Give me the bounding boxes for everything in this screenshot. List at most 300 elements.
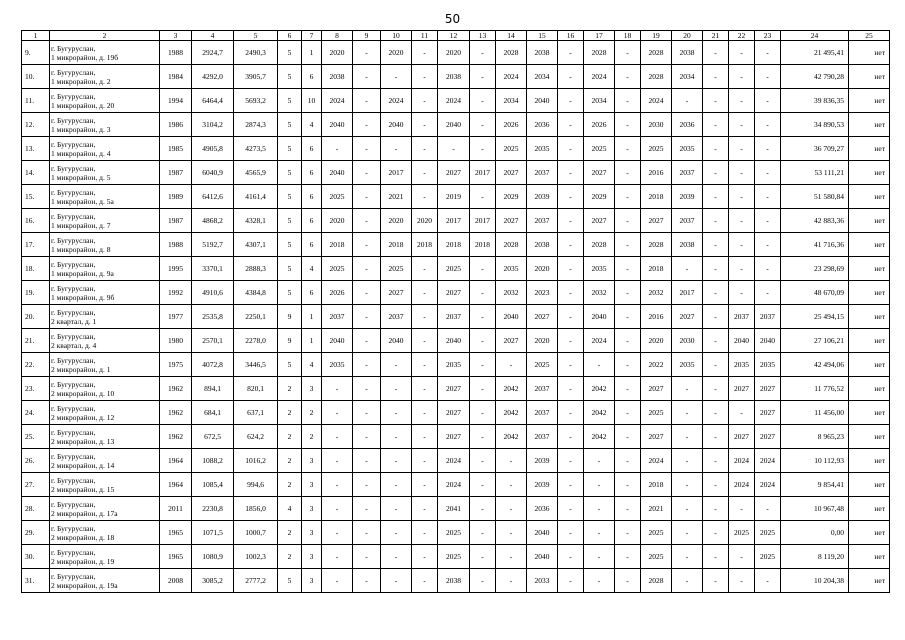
data-cell: 637,1	[234, 401, 278, 425]
data-cell: -	[558, 569, 584, 593]
data-cell: 2032	[584, 281, 615, 305]
data-cell: -	[381, 377, 412, 401]
data-cell: 2035	[755, 353, 781, 377]
table-row	[22, 545, 890, 569]
data-cell: -	[672, 89, 703, 113]
data-cell: -	[615, 401, 641, 425]
data-cell: -	[755, 257, 781, 281]
amount-cell: 34 890,53	[781, 113, 849, 137]
data-cell: -	[703, 281, 729, 305]
data-cell: -	[703, 185, 729, 209]
data-cell: 2025	[755, 521, 781, 545]
data-cell: 2038	[438, 569, 470, 593]
data-cell: -	[353, 209, 381, 233]
address-cell	[50, 569, 160, 593]
data-cell: -	[615, 281, 641, 305]
data-cell: -	[558, 545, 584, 569]
data-cell: 1988	[160, 41, 192, 65]
data-cell: -	[672, 473, 703, 497]
data-cell: -	[470, 137, 496, 161]
data-cell: 6040,9	[192, 161, 234, 185]
amount-cell: 36 709,27	[781, 137, 849, 161]
data-cell: 2011	[160, 497, 192, 521]
table-row	[22, 89, 890, 113]
data-cell: 2028	[641, 233, 672, 257]
data-cell: -	[496, 353, 527, 377]
data-cell: 2017	[470, 209, 496, 233]
data-cell: -	[412, 377, 438, 401]
data-cell: -	[584, 569, 615, 593]
data-cell: -	[729, 281, 755, 305]
data-cell: -	[470, 449, 496, 473]
address-street: 2 микрорайон, д. 10	[51, 388, 115, 398]
data-cell: 1987	[160, 209, 192, 233]
data-cell: -	[353, 113, 381, 137]
data-cell: 2027	[527, 305, 558, 329]
data-cell: 2	[278, 449, 302, 473]
data-cell: -	[615, 161, 641, 185]
data-cell: -	[381, 137, 412, 161]
data-cell: -	[558, 113, 584, 137]
data-cell: 6412,6	[192, 185, 234, 209]
data-cell: -	[703, 41, 729, 65]
data-cell: -	[381, 521, 412, 545]
address-city: г. Бугуруслан,	[51, 163, 96, 173]
address-cell	[50, 185, 160, 209]
data-cell: 2874,3	[234, 113, 278, 137]
data-cell: -	[584, 473, 615, 497]
data-cell: 2777,2	[234, 569, 278, 593]
data-cell: -	[470, 353, 496, 377]
data-cell: 2040	[527, 89, 558, 113]
data-cell: 1	[302, 41, 322, 65]
data-cell: 2490,3	[234, 41, 278, 65]
data-cell: -	[584, 353, 615, 377]
data-cell: 5	[278, 137, 302, 161]
table-row	[22, 401, 890, 425]
data-cell: 1975	[160, 353, 192, 377]
data-cell: 2040	[729, 329, 755, 353]
data-cell: -	[703, 473, 729, 497]
data-cell: -	[558, 65, 584, 89]
data-cell: 2	[302, 425, 322, 449]
column-header: 3	[160, 31, 192, 41]
data-cell: 1085,4	[192, 473, 234, 497]
data-cell: -	[412, 425, 438, 449]
data-cell: 3	[302, 449, 322, 473]
row-number: 16.	[22, 209, 50, 233]
data-cell: -	[703, 233, 729, 257]
data-cell: 2040	[322, 161, 353, 185]
data-cell: 2028	[584, 41, 615, 65]
data-cell: 2027	[755, 377, 781, 401]
data-cell: 2025	[584, 137, 615, 161]
data-cell: -	[353, 185, 381, 209]
data-cell: -	[412, 41, 438, 65]
address-street: 2 микрорайон, д. 18	[51, 532, 115, 542]
data-cell: -	[470, 329, 496, 353]
data-cell: 2028	[496, 233, 527, 257]
address-city: г. Бугуруслан,	[51, 571, 96, 581]
data-cell: -	[353, 65, 381, 89]
data-cell: -	[412, 545, 438, 569]
data-cell: -	[412, 329, 438, 353]
data-cell: 6	[302, 233, 322, 257]
data-cell: 2023	[527, 281, 558, 305]
address-cell	[50, 401, 160, 425]
data-cell: 2037	[755, 305, 781, 329]
data-cell: 2040	[381, 329, 412, 353]
data-cell: 1977	[160, 305, 192, 329]
data-cell: -	[353, 497, 381, 521]
row-number: 21.	[22, 329, 50, 353]
data-cell: 2	[278, 545, 302, 569]
data-cell: 1964	[160, 473, 192, 497]
data-cell: 3446,5	[234, 353, 278, 377]
data-cell: -	[322, 137, 353, 161]
data-cell: 2024	[729, 449, 755, 473]
data-cell: 9	[278, 329, 302, 353]
row-number: 11.	[22, 89, 50, 113]
data-cell: 1080,9	[192, 545, 234, 569]
data-cell: 4868,2	[192, 209, 234, 233]
data-cell: 2020	[381, 209, 412, 233]
data-cell: 2035	[672, 137, 703, 161]
address-cell	[50, 137, 160, 161]
data-cell: 1988	[160, 233, 192, 257]
data-cell: -	[381, 401, 412, 425]
table-row	[22, 353, 890, 377]
data-cell: -	[470, 377, 496, 401]
row-number: 17.	[22, 233, 50, 257]
address-street: 1 микрорайон, д. 8	[51, 244, 111, 254]
data-cell: 2230,8	[192, 497, 234, 521]
data-cell: 2040	[496, 305, 527, 329]
data-cell: 2027	[729, 377, 755, 401]
data-cell: -	[412, 305, 438, 329]
data-cell: 2025	[641, 545, 672, 569]
data-cell: -	[558, 137, 584, 161]
amount-cell: 8 965,23	[781, 425, 849, 449]
data-cell: 2037	[672, 209, 703, 233]
data-cell: -	[412, 257, 438, 281]
data-cell: 2028	[496, 41, 527, 65]
data-cell: -	[615, 65, 641, 89]
data-cell: -	[703, 65, 729, 89]
data-cell: 3085,2	[192, 569, 234, 593]
data-cell: 3370,1	[192, 257, 234, 281]
data-cell: 2017	[381, 161, 412, 185]
address-city: г. Бугуруслан,	[51, 475, 96, 485]
data-cell: -	[412, 281, 438, 305]
data-cell: 2026	[322, 281, 353, 305]
data-cell: 2038	[527, 233, 558, 257]
data-cell: -	[496, 545, 527, 569]
flag-cell: нет	[849, 209, 890, 233]
table-row	[22, 137, 890, 161]
flag-cell: нет	[849, 425, 890, 449]
data-cell: 6464,4	[192, 89, 234, 113]
data-cell: -	[381, 353, 412, 377]
data-cell: -	[584, 497, 615, 521]
data-cell: 2033	[527, 569, 558, 593]
data-cell: 2025	[322, 185, 353, 209]
address-city: г. Бугуруслан,	[51, 403, 96, 413]
data-cell: 2024	[584, 329, 615, 353]
data-cell: 2020	[527, 257, 558, 281]
data-cell: 2020	[322, 41, 353, 65]
amount-cell: 23 298,69	[781, 257, 849, 281]
data-cell: 2027	[496, 161, 527, 185]
data-cell: 2888,3	[234, 257, 278, 281]
address-cell	[50, 521, 160, 545]
data-cell: 2040	[381, 113, 412, 137]
data-cell: -	[412, 401, 438, 425]
data-cell: -	[353, 473, 381, 497]
data-cell: -	[672, 569, 703, 593]
data-cell: 2024	[381, 89, 412, 113]
amount-cell: 41 716,36	[781, 233, 849, 257]
amount-cell: 21 495,41	[781, 41, 849, 65]
data-cell: 2024	[729, 473, 755, 497]
address-city: г. Бугуруслан,	[51, 91, 96, 101]
column-header: 20	[672, 31, 703, 41]
data-cell: -	[558, 305, 584, 329]
data-cell: 2027	[438, 425, 470, 449]
data-cell: 2021	[641, 497, 672, 521]
data-cell: 2032	[641, 281, 672, 305]
data-cell: -	[615, 329, 641, 353]
data-cell: -	[353, 89, 381, 113]
data-cell: 2027	[381, 281, 412, 305]
row-number: 15.	[22, 185, 50, 209]
column-header: 17	[584, 31, 615, 41]
data-cell: 2038	[438, 65, 470, 89]
data-cell: 2030	[641, 113, 672, 137]
data-cell: -	[615, 449, 641, 473]
data-cell: -	[755, 281, 781, 305]
data-cell: 2016	[641, 305, 672, 329]
column-header: 15	[527, 31, 558, 41]
amount-cell: 11 456,00	[781, 401, 849, 425]
address-city: г. Бугуруслан,	[51, 259, 96, 269]
data-cell: 2025	[729, 521, 755, 545]
data-cell: 2025	[438, 521, 470, 545]
address-city: г. Бугуруслан,	[51, 43, 96, 53]
address-street: 1 микрорайон, д. 9б	[51, 292, 115, 302]
address-cell	[50, 41, 160, 65]
address-cell	[50, 113, 160, 137]
row-number: 9.	[22, 41, 50, 65]
row-number: 10.	[22, 65, 50, 89]
data-cell: -	[353, 137, 381, 161]
data-cell: 1992	[160, 281, 192, 305]
data-cell: 2034	[527, 65, 558, 89]
data-cell: 2039	[527, 449, 558, 473]
address-street: 2 микрорайон, д. 15	[51, 484, 115, 494]
data-cell: -	[615, 473, 641, 497]
data-cell: 2027	[438, 161, 470, 185]
row-number: 12.	[22, 113, 50, 137]
data-cell: -	[584, 545, 615, 569]
data-cell: -	[496, 497, 527, 521]
table-row	[22, 449, 890, 473]
amount-cell: 42 790,28	[781, 65, 849, 89]
column-header: 6	[278, 31, 302, 41]
data-cell: 2042	[496, 377, 527, 401]
data-cell: 2	[302, 401, 322, 425]
data-cell: 5	[278, 569, 302, 593]
data-cell: -	[558, 449, 584, 473]
data-cell: 1000,7	[234, 521, 278, 545]
data-cell: 2027	[496, 329, 527, 353]
data-cell: 4565,9	[234, 161, 278, 185]
data-cell: 2020	[322, 209, 353, 233]
flag-cell: нет	[849, 569, 890, 593]
data-cell: -	[703, 209, 729, 233]
data-cell: 2535,8	[192, 305, 234, 329]
data-cell: 2035	[438, 353, 470, 377]
data-cell: -	[381, 425, 412, 449]
column-header: 8	[322, 31, 353, 41]
address-cell	[50, 329, 160, 353]
data-cell: -	[412, 137, 438, 161]
address-city: г. Бугуруслан,	[51, 187, 96, 197]
data-cell: -	[755, 89, 781, 113]
amount-cell: 48 670,09	[781, 281, 849, 305]
data-cell: -	[353, 569, 381, 593]
data-cell: 6	[302, 65, 322, 89]
data-cell: 2024	[755, 473, 781, 497]
address-city: г. Бугуруслан,	[51, 115, 96, 125]
data-cell: -	[353, 377, 381, 401]
data-cell: -	[353, 521, 381, 545]
data-cell: 2026	[584, 113, 615, 137]
data-cell: 1980	[160, 329, 192, 353]
data-cell: 2018	[322, 233, 353, 257]
header-row	[22, 31, 890, 41]
data-cell: 2025	[322, 257, 353, 281]
table-row	[22, 377, 890, 401]
data-cell: 2025	[527, 353, 558, 377]
flag-cell: нет	[849, 185, 890, 209]
data-cell: -	[558, 161, 584, 185]
data-cell: -	[615, 113, 641, 137]
address-street: 1 микрорайон, д. 20	[51, 100, 115, 110]
data-table	[21, 30, 890, 593]
row-number: 29.	[22, 521, 50, 545]
address-city: г. Бугуруслан,	[51, 235, 96, 245]
table-row	[22, 209, 890, 233]
data-cell: -	[558, 281, 584, 305]
table-row	[22, 281, 890, 305]
data-cell: 2037	[527, 401, 558, 425]
data-cell: 2019	[438, 185, 470, 209]
table-row	[22, 473, 890, 497]
address-street: 2 микрорайон, д. 1	[51, 364, 111, 374]
data-cell: 2027	[729, 425, 755, 449]
data-cell: 2018	[412, 233, 438, 257]
data-cell: 1986	[160, 113, 192, 137]
data-cell: -	[470, 545, 496, 569]
data-cell: 1856,0	[234, 497, 278, 521]
address-city: г. Бугуруслан,	[51, 499, 96, 509]
flag-cell: нет	[849, 449, 890, 473]
data-cell: 2018	[438, 233, 470, 257]
data-cell: 2024	[641, 89, 672, 113]
data-cell: 2024	[438, 89, 470, 113]
data-cell: -	[412, 569, 438, 593]
data-cell: 2035	[729, 353, 755, 377]
address-city: г. Бугуруслан,	[51, 139, 96, 149]
address-cell	[50, 473, 160, 497]
data-cell: 2040	[584, 305, 615, 329]
data-cell: -	[558, 401, 584, 425]
data-cell: 2039	[527, 473, 558, 497]
data-cell: 2018	[470, 233, 496, 257]
data-cell: 1071,5	[192, 521, 234, 545]
data-cell: 2040	[438, 113, 470, 137]
data-cell: -	[470, 65, 496, 89]
data-cell: 4	[302, 113, 322, 137]
row-number: 22.	[22, 353, 50, 377]
data-cell: 6	[302, 209, 322, 233]
address-city: г. Бугуруслан,	[51, 547, 96, 557]
address-street: 1 микрорайон, д. 5	[51, 172, 111, 182]
data-cell: -	[558, 497, 584, 521]
table-row	[22, 521, 890, 545]
amount-cell: 10 112,93	[781, 449, 849, 473]
data-cell: 2037	[729, 305, 755, 329]
data-cell: 5	[278, 89, 302, 113]
data-cell: 2025	[381, 257, 412, 281]
data-cell: -	[381, 545, 412, 569]
data-cell: 2037	[322, 305, 353, 329]
data-cell: 2037	[527, 425, 558, 449]
flag-cell: нет	[849, 473, 890, 497]
flag-cell: нет	[849, 137, 890, 161]
data-cell: 3	[302, 497, 322, 521]
address-cell	[50, 353, 160, 377]
address-street: 2 микрорайон, д. 12	[51, 412, 115, 422]
flag-cell: нет	[849, 545, 890, 569]
row-number: 13.	[22, 137, 50, 161]
data-cell: 2042	[496, 401, 527, 425]
address-cell	[50, 377, 160, 401]
data-cell: -	[558, 41, 584, 65]
column-header: 25	[849, 31, 890, 41]
data-cell: -	[672, 377, 703, 401]
address-cell	[50, 233, 160, 257]
address-cell	[50, 305, 160, 329]
data-cell: 2027	[755, 401, 781, 425]
data-cell: 2025	[438, 257, 470, 281]
data-cell: 2570,1	[192, 329, 234, 353]
data-cell: -	[353, 305, 381, 329]
data-cell: 2018	[641, 185, 672, 209]
data-cell: 1016,2	[234, 449, 278, 473]
column-header: 9	[353, 31, 381, 41]
data-cell: 2025	[641, 401, 672, 425]
data-cell: -	[412, 473, 438, 497]
data-cell: -	[558, 257, 584, 281]
data-cell: -	[703, 161, 729, 185]
data-cell: -	[322, 521, 353, 545]
data-cell: -	[703, 449, 729, 473]
data-cell: -	[703, 89, 729, 113]
data-cell: 2027	[438, 377, 470, 401]
table-row	[22, 161, 890, 185]
